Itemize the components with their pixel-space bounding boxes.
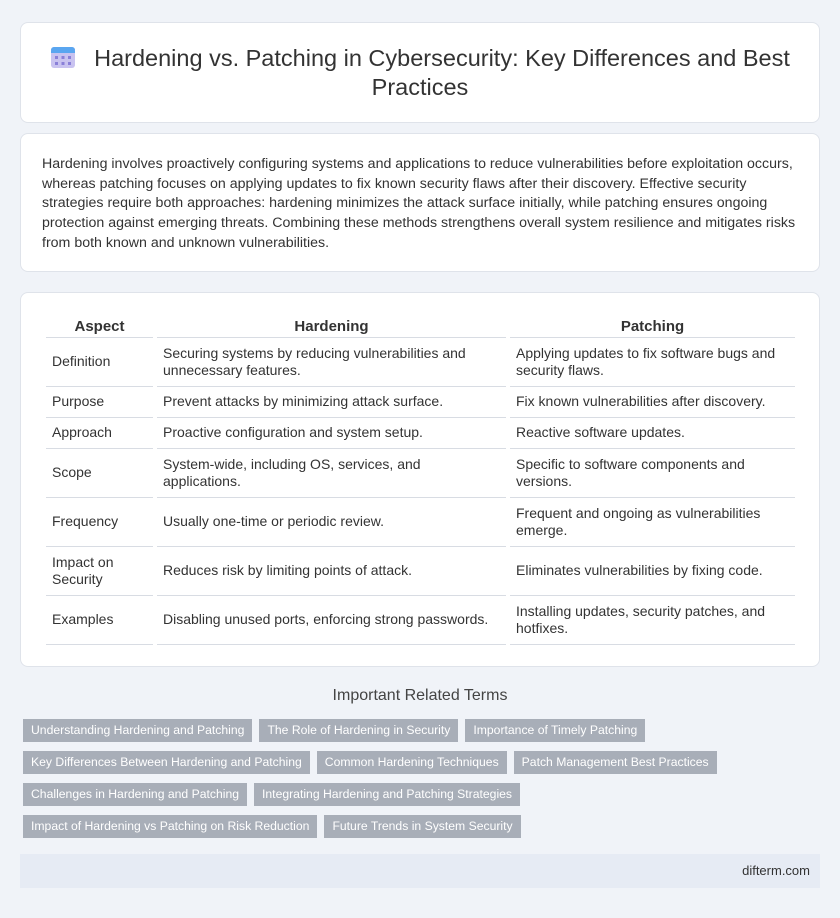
comparison-card <box>20 292 820 667</box>
hardening-cell: System-wide, including OS, services, and applications. <box>157 449 506 498</box>
title-card <box>20 22 820 123</box>
patching-cell: Eliminates vulnerabilities by fixing code. <box>510 547 795 596</box>
intro-card <box>20 133 820 272</box>
hardening-cell: Prevent attacks by minimizing attack surface. <box>157 387 506 418</box>
patching-cell: Installing updates, security patches, and hotfixes. <box>510 596 795 645</box>
patching-cell: Specific to software components and versions. <box>510 449 795 498</box>
header-hardening: Hardening <box>157 313 506 338</box>
aspect-cell: Scope <box>46 449 153 498</box>
page-title-wrap <box>21 44 819 102</box>
patching-cell: Frequent and ongoing as vulnerabilities emerge. <box>510 498 795 547</box>
table-row <box>46 418 795 449</box>
table-header-row <box>46 313 795 338</box>
hardening-cell: Securing systems by reducing vulnerabilities and unnecessary features. <box>157 338 506 387</box>
calendar-icon <box>50 45 76 69</box>
hardening-cell: Disabling unused ports, enforcing strong passwords. <box>157 596 506 645</box>
header-patching: Patching <box>510 313 795 338</box>
header-aspect: Aspect <box>46 313 153 338</box>
related-term-tag[interactable]: Common Hardening Techniques <box>317 751 507 774</box>
aspect-cell: Definition <box>46 338 153 387</box>
related-terms-heading: Important Related Terms <box>332 687 508 704</box>
table-row <box>46 547 795 596</box>
intro-paragraph: Hardening involves proactively configuring systems and applications to reduce vulnerabilities before exploitation occurs, whereas patching focuses on applying updates to fix known security flaws after their discovery. Effective security strategies require both approaches: hardening minimizes the attack surface initially, while patching ensures ongoing protection against emerging threats. Combining these methods strengthens overall system resilience and mitigates risks from both known and unknown vulnerabilities. <box>42 156 796 251</box>
aspect-cell: Purpose <box>46 387 153 418</box>
table-row <box>46 338 795 387</box>
hardening-cell: Usually one-time or periodic review. <box>157 498 506 547</box>
aspect-cell: Impact on Security <box>46 547 153 596</box>
related-terms-list <box>23 719 819 838</box>
related-term-tag[interactable]: Challenges in Hardening and Patching <box>23 783 247 806</box>
footer-bar <box>20 854 820 888</box>
table-row <box>46 596 795 645</box>
hardening-cell: Proactive configuration and system setup. <box>157 418 506 449</box>
related-term-tag[interactable]: Understanding Hardening and Patching <box>23 719 252 742</box>
patching-cell: Fix known vulnerabilities after discovery. <box>510 387 795 418</box>
patching-cell: Applying updates to fix software bugs and security flaws. <box>510 338 795 387</box>
related-term-tag[interactable]: Future Trends in System Security <box>324 815 520 838</box>
hardening-cell: Reduces risk by limiting points of attack. <box>157 547 506 596</box>
table-row <box>46 387 795 418</box>
patching-cell: Reactive software updates. <box>510 418 795 449</box>
related-term-tag[interactable]: Importance of Timely Patching <box>465 719 645 742</box>
related-term-tag[interactable]: Impact of Hardening vs Patching on Risk Reduction <box>23 815 317 838</box>
related-term-tag[interactable]: Key Differences Between Hardening and Patching <box>23 751 310 774</box>
aspect-cell: Frequency <box>46 498 153 547</box>
table-row <box>46 498 795 547</box>
aspect-cell: Examples <box>46 596 153 645</box>
comparison-table <box>42 313 799 645</box>
aspect-cell: Approach <box>46 418 153 449</box>
footer-site-link[interactable]: difterm.com <box>742 863 810 878</box>
related-term-tag[interactable]: Patch Management Best Practices <box>514 751 717 774</box>
page-title: Hardening vs. Patching in Cybersecurity: Key Differences and Best Practices <box>94 45 790 100</box>
related-term-tag[interactable]: The Role of Hardening in Security <box>259 719 458 742</box>
table-row <box>46 449 795 498</box>
related-term-tag[interactable]: Integrating Hardening and Patching Strategies <box>254 783 520 806</box>
